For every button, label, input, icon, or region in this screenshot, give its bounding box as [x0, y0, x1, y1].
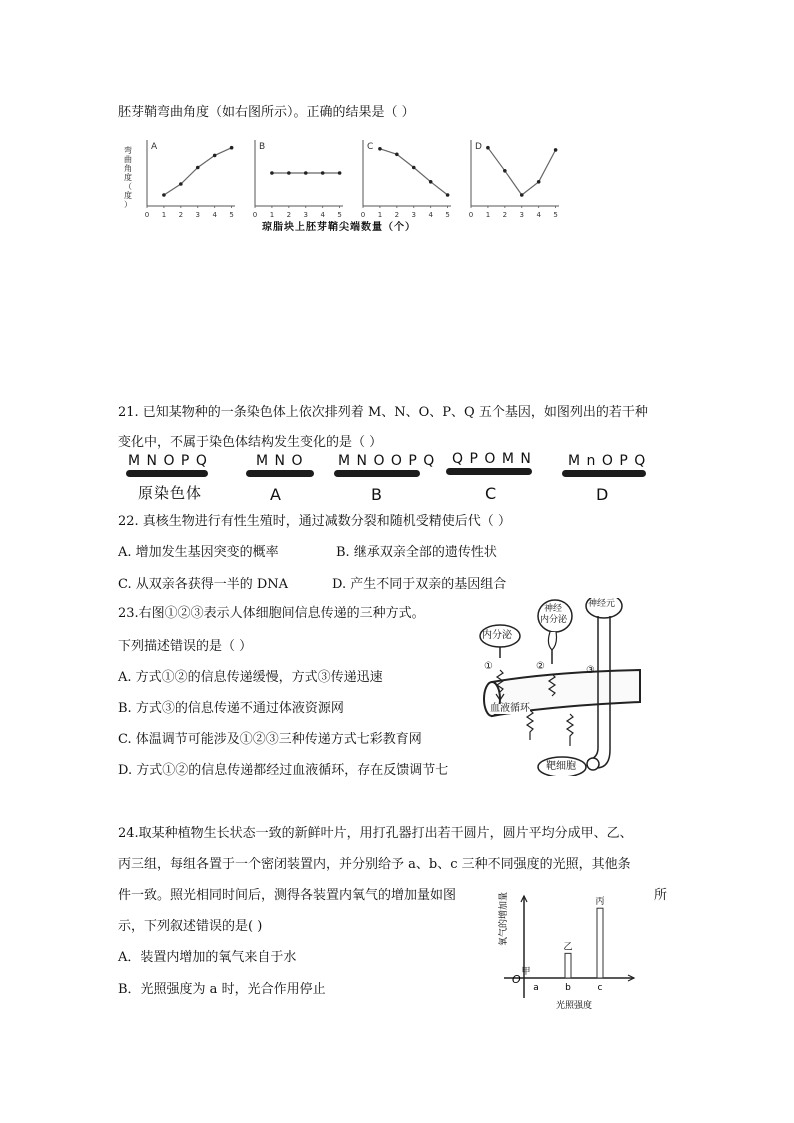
q20-text: 胚芽鞘弯曲角度（如右图所示）。正确的结果是（ ）	[118, 105, 415, 120]
chrom-genes: M N O P Q	[128, 453, 208, 469]
tick-label: 4	[212, 211, 217, 219]
tick-label: 1	[485, 211, 491, 219]
chrom-caption: D	[596, 485, 609, 504]
category-label: c	[597, 983, 603, 993]
tick-label: 0	[252, 211, 258, 219]
label-neuro-2: 内分泌	[540, 615, 568, 625]
q23-option-b: B. 方式③的信息传递不通过体液资源网	[118, 701, 344, 716]
label-blood: 血液循环	[490, 703, 530, 714]
group-label: 乙	[563, 942, 573, 953]
q24-line3a: 件一致。照光相同时间后，测得各装置内氧气的增加量如图	[118, 888, 457, 903]
chrom-bar	[334, 470, 420, 477]
chrom-genes: Q P O M N	[452, 451, 532, 467]
tick-label: 5	[445, 211, 450, 219]
q24-bar-chart	[494, 890, 644, 1018]
q23-option-a: A. 方式①②的信息传递缓慢，方式③传递迅速	[118, 670, 383, 685]
data-point	[378, 147, 382, 151]
data-point	[304, 171, 308, 175]
q23-diagram	[470, 598, 650, 776]
q23-stem-2: 下列描述错误的是（ ）	[118, 639, 253, 654]
q23-stem-1: 23.右图①②③表示人体细胞间信息传递的三种方式。	[118, 606, 425, 621]
data-point	[287, 171, 291, 175]
data-point	[196, 166, 200, 170]
ylabel-char: 曲	[124, 155, 132, 164]
data-point	[213, 154, 217, 158]
q24-line1: 24.取某种植物生长状态一致的新鲜叶片，用打孔器打出若干圆片，圆片平均分成甲、乙、	[118, 826, 633, 841]
data-point	[554, 148, 558, 152]
tick-label: 0	[144, 211, 150, 219]
chrom-genes: M N O O P Q	[338, 453, 436, 469]
q22-option-d: D. 产生不同于双亲的基因组合	[332, 577, 507, 592]
chrom-caption: C	[485, 484, 497, 503]
label-neuron: 神经元	[588, 599, 616, 609]
tick-label: 1	[161, 211, 167, 219]
tick-label: 3	[195, 211, 201, 219]
series-line	[164, 148, 232, 195]
tick-label: 4	[536, 211, 541, 219]
tick-label: 0	[468, 211, 474, 219]
chrom-genes: M n O P Q	[568, 453, 647, 469]
label-target: 靶细胞	[546, 761, 576, 772]
tick-label: 2	[394, 211, 400, 219]
q22-option-b: B. 继承双亲全部的遗传性状	[336, 545, 497, 560]
ylabel-char: 度	[124, 173, 132, 182]
chrom-bar	[562, 470, 646, 477]
data-point	[412, 166, 416, 170]
tick-label: 1	[269, 211, 275, 219]
ylabel-char: ）	[124, 200, 132, 209]
data-point	[179, 182, 183, 186]
q22-stem: 22. 真核生物进行有性生殖时，通过减数分裂和随机受精使后代（ ）	[118, 514, 511, 529]
q24-line3b: 所	[654, 888, 668, 903]
q20-xlabel: 琼脂块上胚芽鞘尖端数量（个）	[262, 222, 416, 233]
panel-label: B	[259, 142, 266, 152]
origin-label: O	[512, 973, 521, 986]
group-label: 丙	[595, 897, 605, 908]
tick-label: 2	[502, 211, 508, 219]
y-axis-label: 氧气的增加量	[499, 891, 509, 946]
data-point	[446, 193, 450, 197]
data-point	[537, 180, 541, 184]
data-point	[503, 169, 507, 173]
ylabel-char: 角	[124, 164, 132, 173]
data-point	[338, 171, 342, 175]
q24-line2: 丙三组，每组各置于一个密闭装置内，并分别给予 a、b、c 三种不同强度的光照，其他条	[118, 857, 631, 872]
data-point	[162, 193, 166, 197]
marker-2: ②	[536, 661, 545, 672]
bar	[565, 953, 571, 978]
ylabel-char: （	[124, 182, 132, 191]
data-point	[486, 146, 490, 150]
chrom-caption: B	[371, 485, 382, 504]
q23-option-d: D. 方式①②的信息传递都经过血液循环，存在反馈调节七	[118, 763, 449, 778]
tick-label: 5	[337, 211, 342, 219]
ylabel-char: 度	[124, 191, 132, 200]
group-label: 甲	[521, 967, 531, 977]
category-label: b	[565, 983, 571, 993]
tick-label: 5	[553, 211, 558, 219]
tick-label: 4	[320, 211, 325, 219]
category-label: a	[533, 983, 539, 993]
data-point	[321, 171, 325, 175]
tick-label: 5	[229, 211, 234, 219]
q22-option-a: A. 增加发生基因突变的概率	[118, 545, 279, 560]
data-point	[429, 180, 433, 184]
chrom-genes: M N O	[256, 453, 304, 469]
q22-option-c: C. 从双亲各获得一半的 DNA	[118, 577, 289, 592]
chrom-bar	[126, 470, 208, 477]
chrom-caption: 原染色体	[138, 484, 203, 502]
data-point	[395, 153, 399, 157]
data-point	[520, 193, 524, 197]
data-point	[270, 171, 274, 175]
q24-option-a: A．装置内增加的氧气来自于水	[118, 950, 297, 965]
label-neuro-1: 神经	[544, 604, 563, 614]
label-endocrine: 内分泌	[482, 630, 512, 641]
series-line	[380, 149, 448, 195]
tick-label: 2	[178, 211, 184, 219]
q21-line1: 21. 已知某物种的一条染色体上依次排列着 M、N、O、P、Q 五个基因，如图列出的若干种	[118, 405, 648, 420]
q24-option-b: B．光照强度为 a 时，光合作用停止	[118, 982, 326, 997]
marker-3: ③	[586, 665, 595, 676]
chrom-bar	[446, 468, 532, 475]
tick-label: 3	[411, 211, 417, 219]
ylabel-char: 弯	[124, 146, 132, 155]
chrom-caption: A	[270, 485, 281, 504]
tick-label: 1	[377, 211, 383, 219]
marker-1: ①	[484, 661, 493, 672]
q23-option-c: C. 体温调节可能涉及①②③三种传递方式七彩教育网	[118, 732, 422, 747]
q21-line2: 变化中，不属于染色体结构发生变化的是（ ）	[118, 435, 383, 450]
q20-charts	[135, 136, 565, 220]
chrom-bar	[246, 470, 314, 477]
panel-label: C	[367, 142, 374, 152]
series-line	[488, 148, 556, 195]
panel-label: A	[151, 142, 158, 152]
tick-label: 3	[519, 211, 525, 219]
bar	[597, 908, 603, 978]
tick-label: 2	[286, 211, 292, 219]
q24-line4: 示，下列叙述错误的是( )	[118, 919, 263, 934]
tick-label: 3	[303, 211, 309, 219]
tick-label: 4	[428, 211, 433, 219]
panel-label: D	[475, 142, 482, 152]
data-point	[230, 146, 234, 150]
x-axis-label: 光照强度	[555, 1001, 593, 1011]
tick-label: 0	[360, 211, 366, 219]
